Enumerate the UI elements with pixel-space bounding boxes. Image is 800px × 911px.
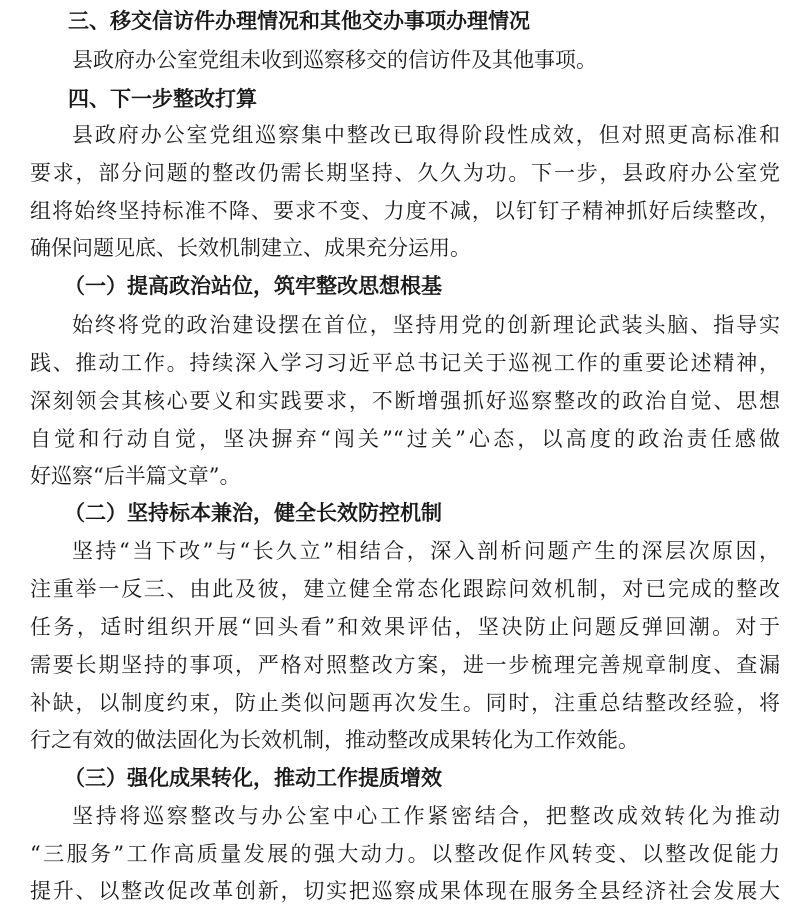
paragraph-line: 坚持“当下改”与“长久立”相结合，深入剖析问题产生的深层次原因，	[72, 539, 780, 563]
paragraph-line: 要求，部分问题的整改仍需长期坚持、久久为功。下一步，县政府办公室党	[30, 161, 780, 185]
paragraph-line: 好巡察“后半篇文章”。	[30, 464, 241, 488]
paragraph-line: 行之有效的做法固化为长效机制，推动整改成果转化为工作效能。	[30, 728, 639, 752]
paragraph-line: 任务，适时组织开展“回头看”和效果评估，坚决防止问题反弹回潮。对于	[30, 615, 780, 639]
section-heading-3: 三、移交信访件办理情况和其他交办事项办理情况	[68, 9, 530, 33]
subsection-heading-2: （二）坚持标本兼治，健全长效防控机制	[64, 500, 442, 525]
paragraph-line: 确保问题见底、长效机制建立、成果充分运用。	[30, 236, 471, 260]
paragraph-line: 县政府办公室党组未收到巡察移交的信访件及其他事项。	[72, 48, 597, 72]
paragraph-line: 组将始终坚持标准不降、要求不变、力度不减，以钉钉子精神抓好后续整改，	[30, 199, 780, 223]
paragraph-line: 县政府办公室党组巡察集中整改已取得阶段性成效，但对照更高标准和	[72, 123, 780, 147]
paragraph-line: “三服务”工作高质量发展的强大动力。以整改促作风转变、以整改促能力	[30, 842, 780, 866]
subsection-heading-1: （一）提高政治站位，筑牢整改思想根基	[64, 273, 442, 298]
paragraph-line: 坚持将巡察整改与办公室中心工作紧密结合，把整改成效转化为推动	[72, 804, 780, 828]
paragraph-line: 深刻领会其核心要义和实践要求，不断增强抓好巡察整改的政治自觉、思想	[30, 389, 780, 413]
subsection-heading-3: （三）强化成果转化，推动工作提质增效	[64, 765, 442, 790]
paragraph-line: 需要长期坚持的事项，严格对照整改方案，进一步梳理完善规章制度、查漏	[30, 653, 780, 677]
paragraph-line: 践、推动工作。持续深入学习习近平总书记关于巡视工作的重要论述精神，	[30, 351, 780, 375]
paragraph-line: 提升、以整改促改革创新，切实把巡察成果体现在服务全县经济社会发展大	[30, 879, 780, 903]
paragraph-line: 补缺，以制度约束，防止类似问题再次发生。同时，注重总结整改经验，将	[30, 691, 780, 715]
paragraph-line: 注重举一反三、由此及彼，建立健全常态化跟踪问效机制，对已完成的整改	[30, 577, 780, 601]
section-heading-4: 四、下一步整改打算	[68, 87, 257, 111]
paragraph-line: 自觉和行动自觉，坚决摒弃“闯关”“过关”心态，以高度的政治责任感做	[30, 427, 780, 451]
paragraph-line: 始终将党的政治建设摆在首位，坚持用党的创新理论武装头脑、指导实	[72, 313, 780, 337]
